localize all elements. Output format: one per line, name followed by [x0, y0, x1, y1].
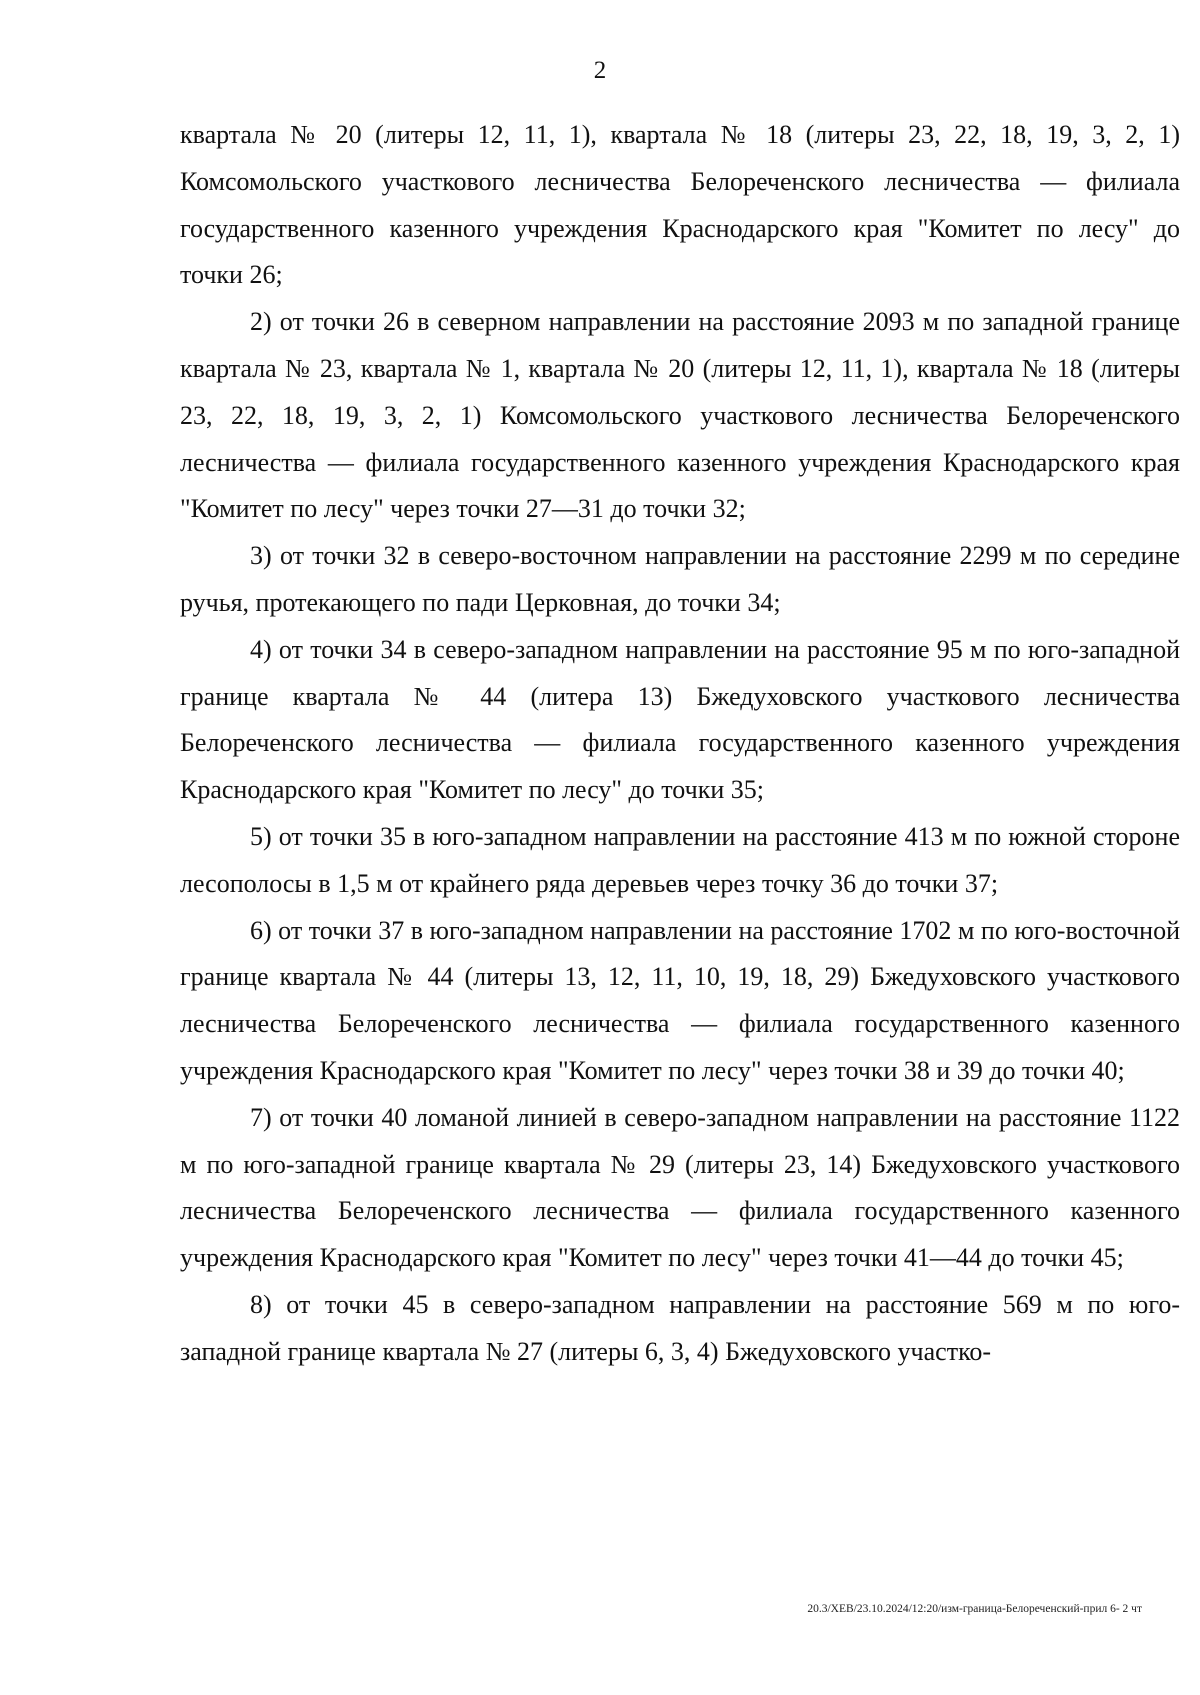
paragraph-item-4: 4) от точки 34 в северо-западном направлении на расстояние 95 м по юго-западной границе квартала № 44 (литера 13) Бжедуховского участкового лесничества Белореченского лесничества — филиала государственного казенного учреждения Краснодарского края "Комитет по лесу" до точки 35;	[180, 634, 1180, 805]
paragraph-item-8: 8) от точки 45 в северо-западном направлении на расстояние 569 м по юго-западной границе квартала № 27 (литеры 6, 3, 4) Бжедуховского участко-	[180, 1289, 1180, 1366]
paragraph-continuation: квартала № 20 (литеры 12, 11, 1), квартала № 18 (литеры 23, 22, 18, 19, 3, 2, 1) Комсомольского участкового лесничества Белореченского лесничества — филиала государственного казенного учреждения Краснодарского края "Комитет по лесу" до точки 26;	[180, 120, 1180, 290]
paragraph-item-7: 7) от точки 40 ломаной линией в северо-западном направлении на расстояние 1122 м по юго-западной границе квартала № 29 (литеры 23, 14) Бжедуховского участкового лесничества Белореченского лесничества — филиала государственного казенного учреждения Краснодарского края "Комитет по лесу" через точки 41—44 до точки 45;	[180, 1102, 1180, 1273]
footer-file-reference: 20.3/ХЕВ/23.10.2024/12:20/изм-граница-Белореченский-прил 6- 2 чт	[807, 1603, 1142, 1615]
paragraph-item-2: 2) от точки 26 в северном направлении на расстояние 2093 м по западной границе квартала № 23, квартала № 1, квартала № 20 (литеры 12, 11, 1), квартала № 18 (литеры 23, 22, 18, 19, 3, 2, 1) Комсомольского участкового лесничества Белореченского лесничества — филиала государственного казенного учреждения Краснодарского края "Комитет по лесу" через точки 27—31 до точки 32;	[180, 307, 1180, 524]
document-body	[180, 112, 1180, 1376]
paragraph-item-3: 3) от точки 32 в северо-восточном направлении на расстояние 2299 м по середине ручья, протекающего по пади Церковная, до точки 34;	[180, 541, 1180, 617]
paragraph-item-5: 5) от точки 35 в юго-западном направлении на расстояние 413 м по южной стороне лесополосы в 1,5 м от крайнего ряда деревьев через точку 36 до точки 37;	[180, 821, 1180, 898]
paragraph-item-6: 6) от точки 37 в юго-западном направлении на расстояние 1702 м по юго-восточной границе квартала № 44 (литеры 13, 12, 11, 10, 19, 18, 29) Бжедуховского участкового лесничества Белореченского лесничества — филиала государственного казенного учреждения Краснодарского края "Комитет по лесу" через точки 38 и 39 до точки 40;	[180, 915, 1180, 1085]
page-number: 2	[593, 57, 607, 84]
